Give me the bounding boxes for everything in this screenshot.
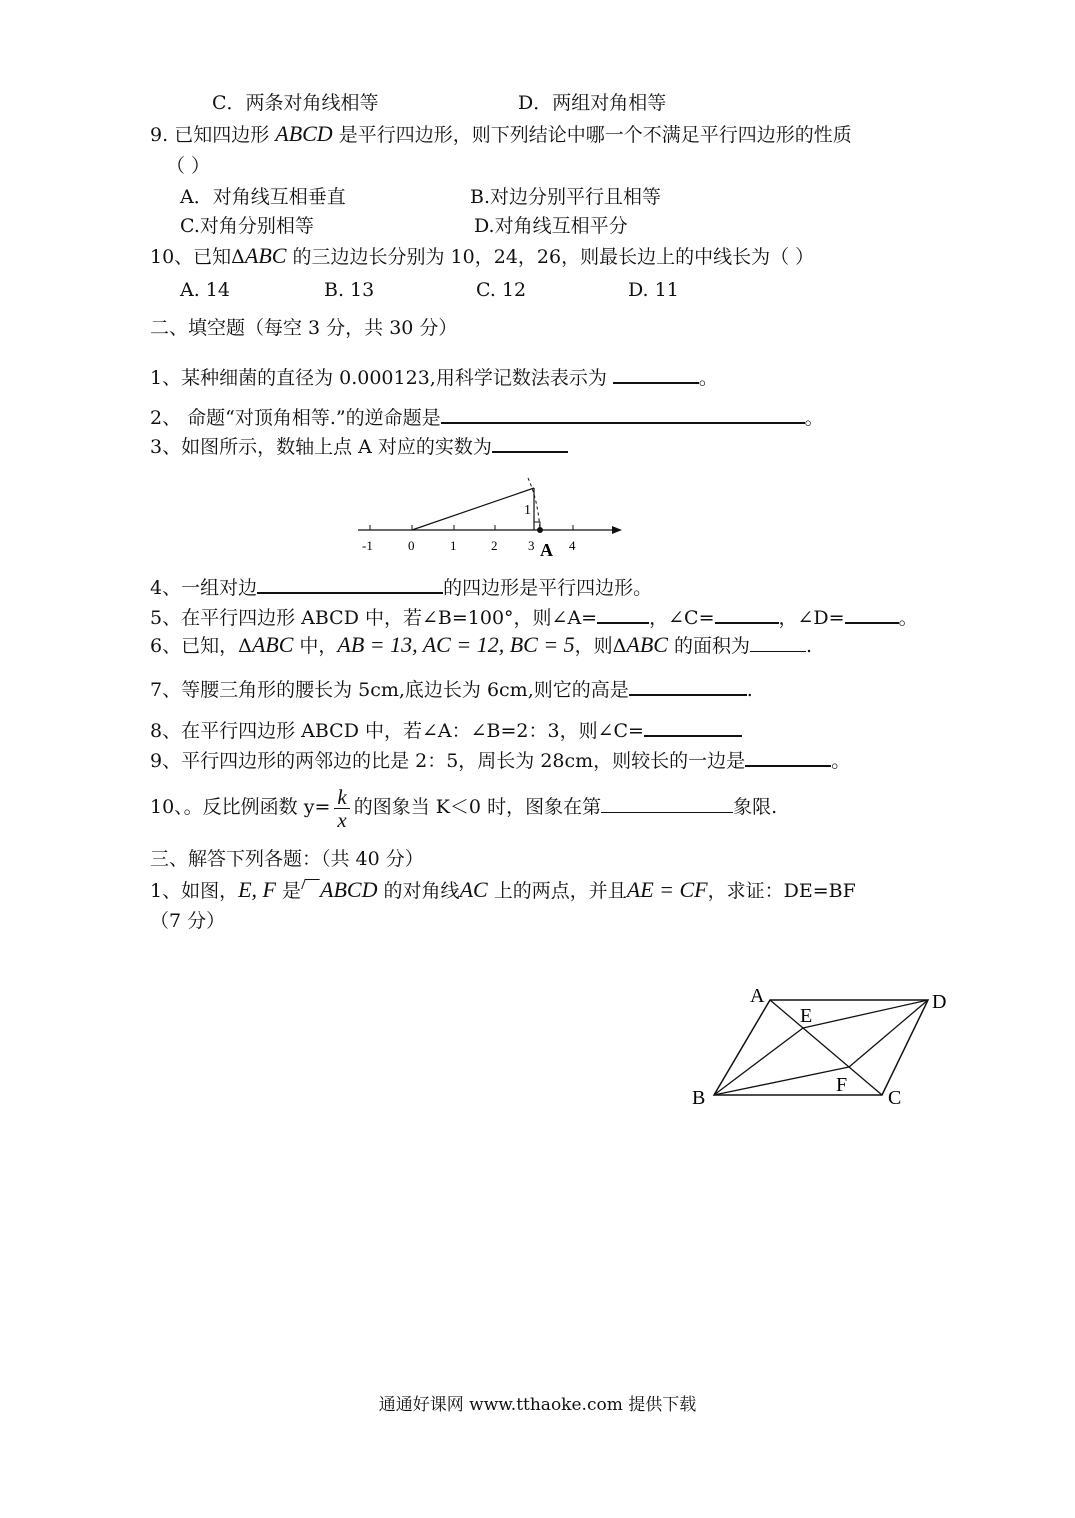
fill-10-text: 10、。反比例函数 y= (150, 796, 331, 818)
q10-var: ABC (244, 243, 287, 268)
fill-7-text: 7、等腰三角形的腰长为 5cm,底边长为 6cm,则它的高是 (150, 679, 629, 701)
q10-pre: 10、已知Δ (150, 246, 245, 268)
label-d: D (932, 991, 947, 1013)
fill-9 (150, 747, 850, 774)
fill-10-blank[interactable] (601, 794, 733, 813)
tick-label: 2 (491, 538, 498, 553)
tick-label: 3 (528, 538, 535, 553)
fill-9-end: 。 (831, 750, 851, 772)
fill-2 (150, 404, 824, 431)
fill-3-blank[interactable] (492, 433, 568, 453)
label-f: F (836, 1074, 848, 1096)
section3-title: 三、解答下列各题：（共 40 分） (150, 848, 424, 870)
fill-2-blank[interactable] (441, 404, 805, 424)
q9-stem-pre: 已知四边形 (174, 124, 270, 146)
fill-6-expr: AB = 13, AC = 12, BC = 5 (337, 632, 575, 657)
q10-option-c: C. 12 (476, 279, 527, 301)
fill-6-var2: ABC (626, 632, 668, 657)
solve-1-mid2: 的对角线 (383, 880, 460, 902)
q9-var: ABCD (275, 121, 333, 146)
q9-stem-post: 是平行四边形，则下列结论中哪一个不满足平行四边形的性质 (338, 124, 852, 146)
solve-1-ac: AC (459, 877, 488, 902)
parallelogram-figure (680, 978, 960, 1113)
tick-label: 0 (408, 538, 415, 553)
solve-1-mid3: 上的两点，并且 (493, 880, 627, 902)
fill-6-mid2: ，则Δ (574, 635, 627, 657)
fill-6-mid: 中， (293, 635, 338, 657)
fill-8-text: 8、在平行四边形 ABCD 中，若∠A：∠B=2：3，则∠C= (150, 720, 644, 742)
q9-option-d: D.对角线互相平分 (474, 215, 628, 237)
height-label: 1 (524, 503, 531, 518)
fill-5 (150, 604, 918, 631)
fill-1-text: 1、某种细菌的直径为 0.000123,用科学记数法表示为 (150, 367, 613, 389)
fill-5-text: 5、在平行四边形 ABCD 中，若∠B=100°，则∠A= (150, 607, 598, 629)
q10-option-d: D. 11 (628, 279, 679, 301)
fill-6 (150, 632, 812, 659)
fill-7 (150, 676, 753, 703)
segment-df (849, 1000, 928, 1067)
number-line-figure (350, 470, 630, 562)
q10-option-a: A. 14 (180, 279, 230, 301)
q10-post: 的三边边长分别为 10，24，26，则最长边上的中线长为（ ） (292, 246, 815, 268)
fill-10-end: 象限. (733, 796, 778, 818)
solve-1-para: ABCD (320, 877, 378, 902)
footer-text: 通通好课网 www.tthaoke.com 提供下载 (378, 1395, 697, 1415)
solve-1-mid: 是 (282, 880, 302, 902)
fraction-denominator: x (337, 807, 347, 832)
fill-5-blank-a[interactable] (597, 604, 649, 624)
hypotenuse (412, 488, 534, 530)
q10-option-b: B. 13 (324, 279, 375, 301)
solve-1-eq: AE = CF (626, 877, 708, 902)
label-e: E (800, 1005, 813, 1027)
fill-4-end: 的四边形是平行四边形。 (443, 577, 653, 599)
fill-7-end: . (746, 679, 753, 701)
solve-1-score: （7 分） (150, 910, 226, 932)
number-line-arrow (612, 526, 622, 534)
point-a (537, 527, 543, 533)
fill-7-blank[interactable] (629, 676, 747, 696)
solve-1-vars: E, F (238, 877, 276, 902)
fill-3-text: 3、如图所示，数轴上点 A 对应的实数为 (150, 436, 492, 458)
label-a: A (750, 985, 765, 1007)
fill-5-end: 。 (898, 607, 918, 629)
solve-1-pre: 1、如图， (150, 880, 239, 902)
fill-6-var: ABC (251, 632, 294, 657)
fill-6-blank[interactable] (750, 633, 806, 652)
tick-label: 1 (450, 538, 457, 553)
fill-9-text: 9、平行四边形的两邻边的比是 2：5，周长为 28cm，则较长的一边是 (150, 750, 746, 772)
fill-1-blank[interactable] (613, 364, 699, 384)
fill-2-text: 2、 命题“对顶角相等.”的逆命题是 (150, 407, 441, 429)
fill-4-text: 4、一组对边 (150, 577, 258, 599)
fill-3 (150, 433, 568, 460)
point-a-label: A (540, 540, 553, 560)
q8-option-d: D．两组对角相等 (518, 92, 667, 114)
q8-option-c: C．两条对角线相等 (212, 92, 379, 114)
fill-4-blank[interactable] (257, 574, 443, 594)
q10-stem (150, 243, 814, 270)
tick-label: -1 (362, 538, 373, 553)
fill-4 (150, 574, 652, 601)
label-c: C (888, 1087, 902, 1109)
fill-5-blank-d[interactable] (845, 604, 899, 624)
fill-6-post: 的面积为 (667, 635, 751, 657)
parallelogram-abcd (714, 1000, 928, 1095)
fill-1-end: 。 (698, 367, 718, 389)
q9-answer-paren: （ ） (166, 155, 211, 177)
q9-number: 9. (150, 124, 169, 146)
segment-bf (714, 1067, 849, 1095)
q9-option-a: A．对角线互相垂直 (180, 186, 346, 208)
solve-1 (150, 877, 856, 904)
fill-10 (150, 784, 777, 831)
fill-2-end: 。 (804, 407, 824, 429)
parallelogram-symbol-icon (301, 879, 320, 889)
section2-title: 二、填空题（每空 3 分，共 30 分） (150, 317, 458, 339)
fraction-numerator: k (334, 786, 349, 809)
segment-be (714, 1028, 803, 1095)
q9-stem (150, 121, 852, 148)
fill-1 (150, 364, 718, 391)
fill-10-mid: 的图象当 K＜0 时，图象在第 (353, 796, 602, 818)
segment-de (803, 1000, 928, 1028)
solve-1-post: ，求证：DE=BF (707, 880, 856, 902)
tick-label: 4 (569, 538, 576, 553)
fill-6-end: . (806, 635, 813, 657)
fill-10-fraction (334, 786, 349, 831)
fill-9-blank[interactable] (745, 747, 831, 767)
fill-6-text: 6、已知，Δ (150, 635, 252, 657)
fill-5-blank-c[interactable] (715, 604, 779, 624)
fill-5-mid1: ，∠C= (649, 607, 715, 629)
fill-5-mid2: ，∠D= (778, 607, 845, 629)
q9-option-b: B.对边分别平行且相等 (470, 186, 662, 208)
fill-8-blank[interactable] (644, 717, 742, 737)
label-b: B (692, 1087, 706, 1109)
q9-option-c: C.对角分别相等 (180, 215, 314, 237)
fill-8 (150, 717, 742, 744)
